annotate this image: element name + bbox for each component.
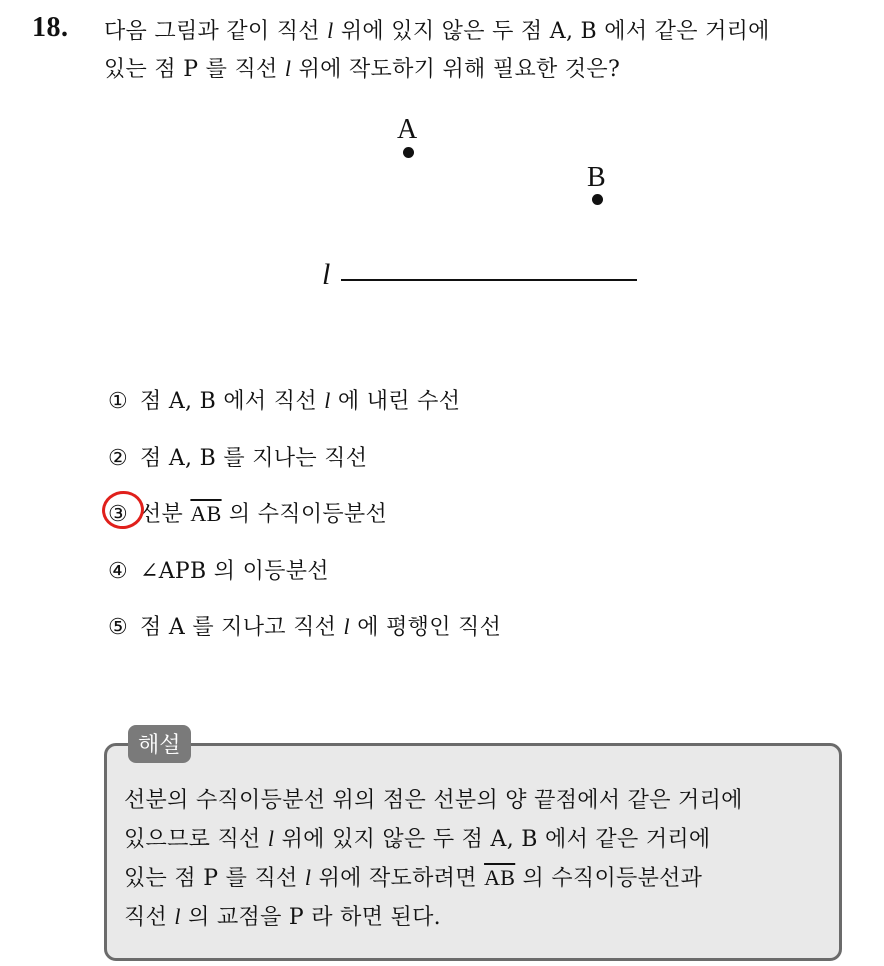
point-b-dot xyxy=(592,194,603,205)
line-variable: l xyxy=(284,56,292,81)
explanation-line-4 xyxy=(124,900,441,931)
choice-text: 점 A 를 지나고 직선 xyxy=(140,615,344,640)
explanation-text: 위에 있지 않은 두 점 A, B 에서 같은 거리에 xyxy=(274,827,711,852)
line-variable: l xyxy=(327,18,334,43)
segment-ab: $\overline{AB}$ xyxy=(484,865,516,890)
line-variable: l xyxy=(343,614,350,639)
choice-number: ① xyxy=(108,389,129,414)
choice-text: 의 수직이등분선 xyxy=(221,502,388,527)
choice-text: 점 A, B 를 지나는 직선 xyxy=(140,446,368,471)
explanation-text: 의 수직이등분선과 xyxy=(515,866,703,891)
choice-3[interactable] xyxy=(108,497,387,528)
choice-number: ④ xyxy=(108,559,129,584)
explanation-text: 있는 점 P 를 직선 xyxy=(124,866,305,891)
explanation-text: 있으므로 직선 xyxy=(124,827,268,852)
question-text: 다음 그림과 같이 직선 xyxy=(104,19,328,44)
geometry-figure xyxy=(0,0,884,340)
choice-text: 점 A, B 에서 직선 xyxy=(140,389,325,414)
choice-text: 에 평행인 직선 xyxy=(349,615,502,640)
choice-text: 에 내린 수선 xyxy=(330,389,461,414)
choice-4[interactable] xyxy=(108,554,329,585)
choice-number: ③ xyxy=(108,502,129,527)
explanation-tag: 해설 xyxy=(128,725,191,763)
question-text: 위에 작도하기 위해 필요한 것은? xyxy=(291,57,621,82)
explanation-line-2 xyxy=(124,822,711,853)
question-number: 18. xyxy=(32,12,69,43)
explanation-text: 직선 xyxy=(124,905,175,930)
line-variable: l xyxy=(174,904,181,929)
line-l xyxy=(341,279,637,281)
question-line-2 xyxy=(104,52,620,83)
question-line-1 xyxy=(104,14,770,45)
explanation-line-3 xyxy=(124,861,702,892)
question-text: 있는 점 P 를 직선 xyxy=(104,57,285,82)
line-variable: l xyxy=(324,388,331,413)
point-a-label: A xyxy=(397,114,418,145)
line-variable: l xyxy=(304,865,312,890)
choice-5[interactable] xyxy=(108,610,501,641)
point-a-dot xyxy=(403,147,414,158)
choice-number: ② xyxy=(108,446,129,471)
explanation-text: 의 교점을 P 라 하면 된다. xyxy=(180,905,441,930)
explanation-text: 위에 작도하려면 xyxy=(311,866,485,891)
choice-text: 선분 xyxy=(140,502,191,527)
explanation-line-1 xyxy=(124,783,743,814)
choice-text: ∠APB 의 이등분선 xyxy=(140,559,329,584)
segment-ab: $\overline{AB}$ xyxy=(190,501,222,526)
explanation-text: 선분의 수직이등분선 위의 점은 선분의 양 끝점에서 같은 거리에 xyxy=(124,788,743,813)
line-l-label: l xyxy=(322,258,331,291)
choice-2[interactable] xyxy=(108,441,367,472)
point-b-label: B xyxy=(587,162,606,193)
choice-number: ⑤ xyxy=(108,615,129,640)
choice-1[interactable] xyxy=(108,384,460,415)
question-text: 위에 있지 않은 두 점 A, B 에서 같은 거리에 xyxy=(333,19,770,44)
line-variable: l xyxy=(267,826,275,851)
